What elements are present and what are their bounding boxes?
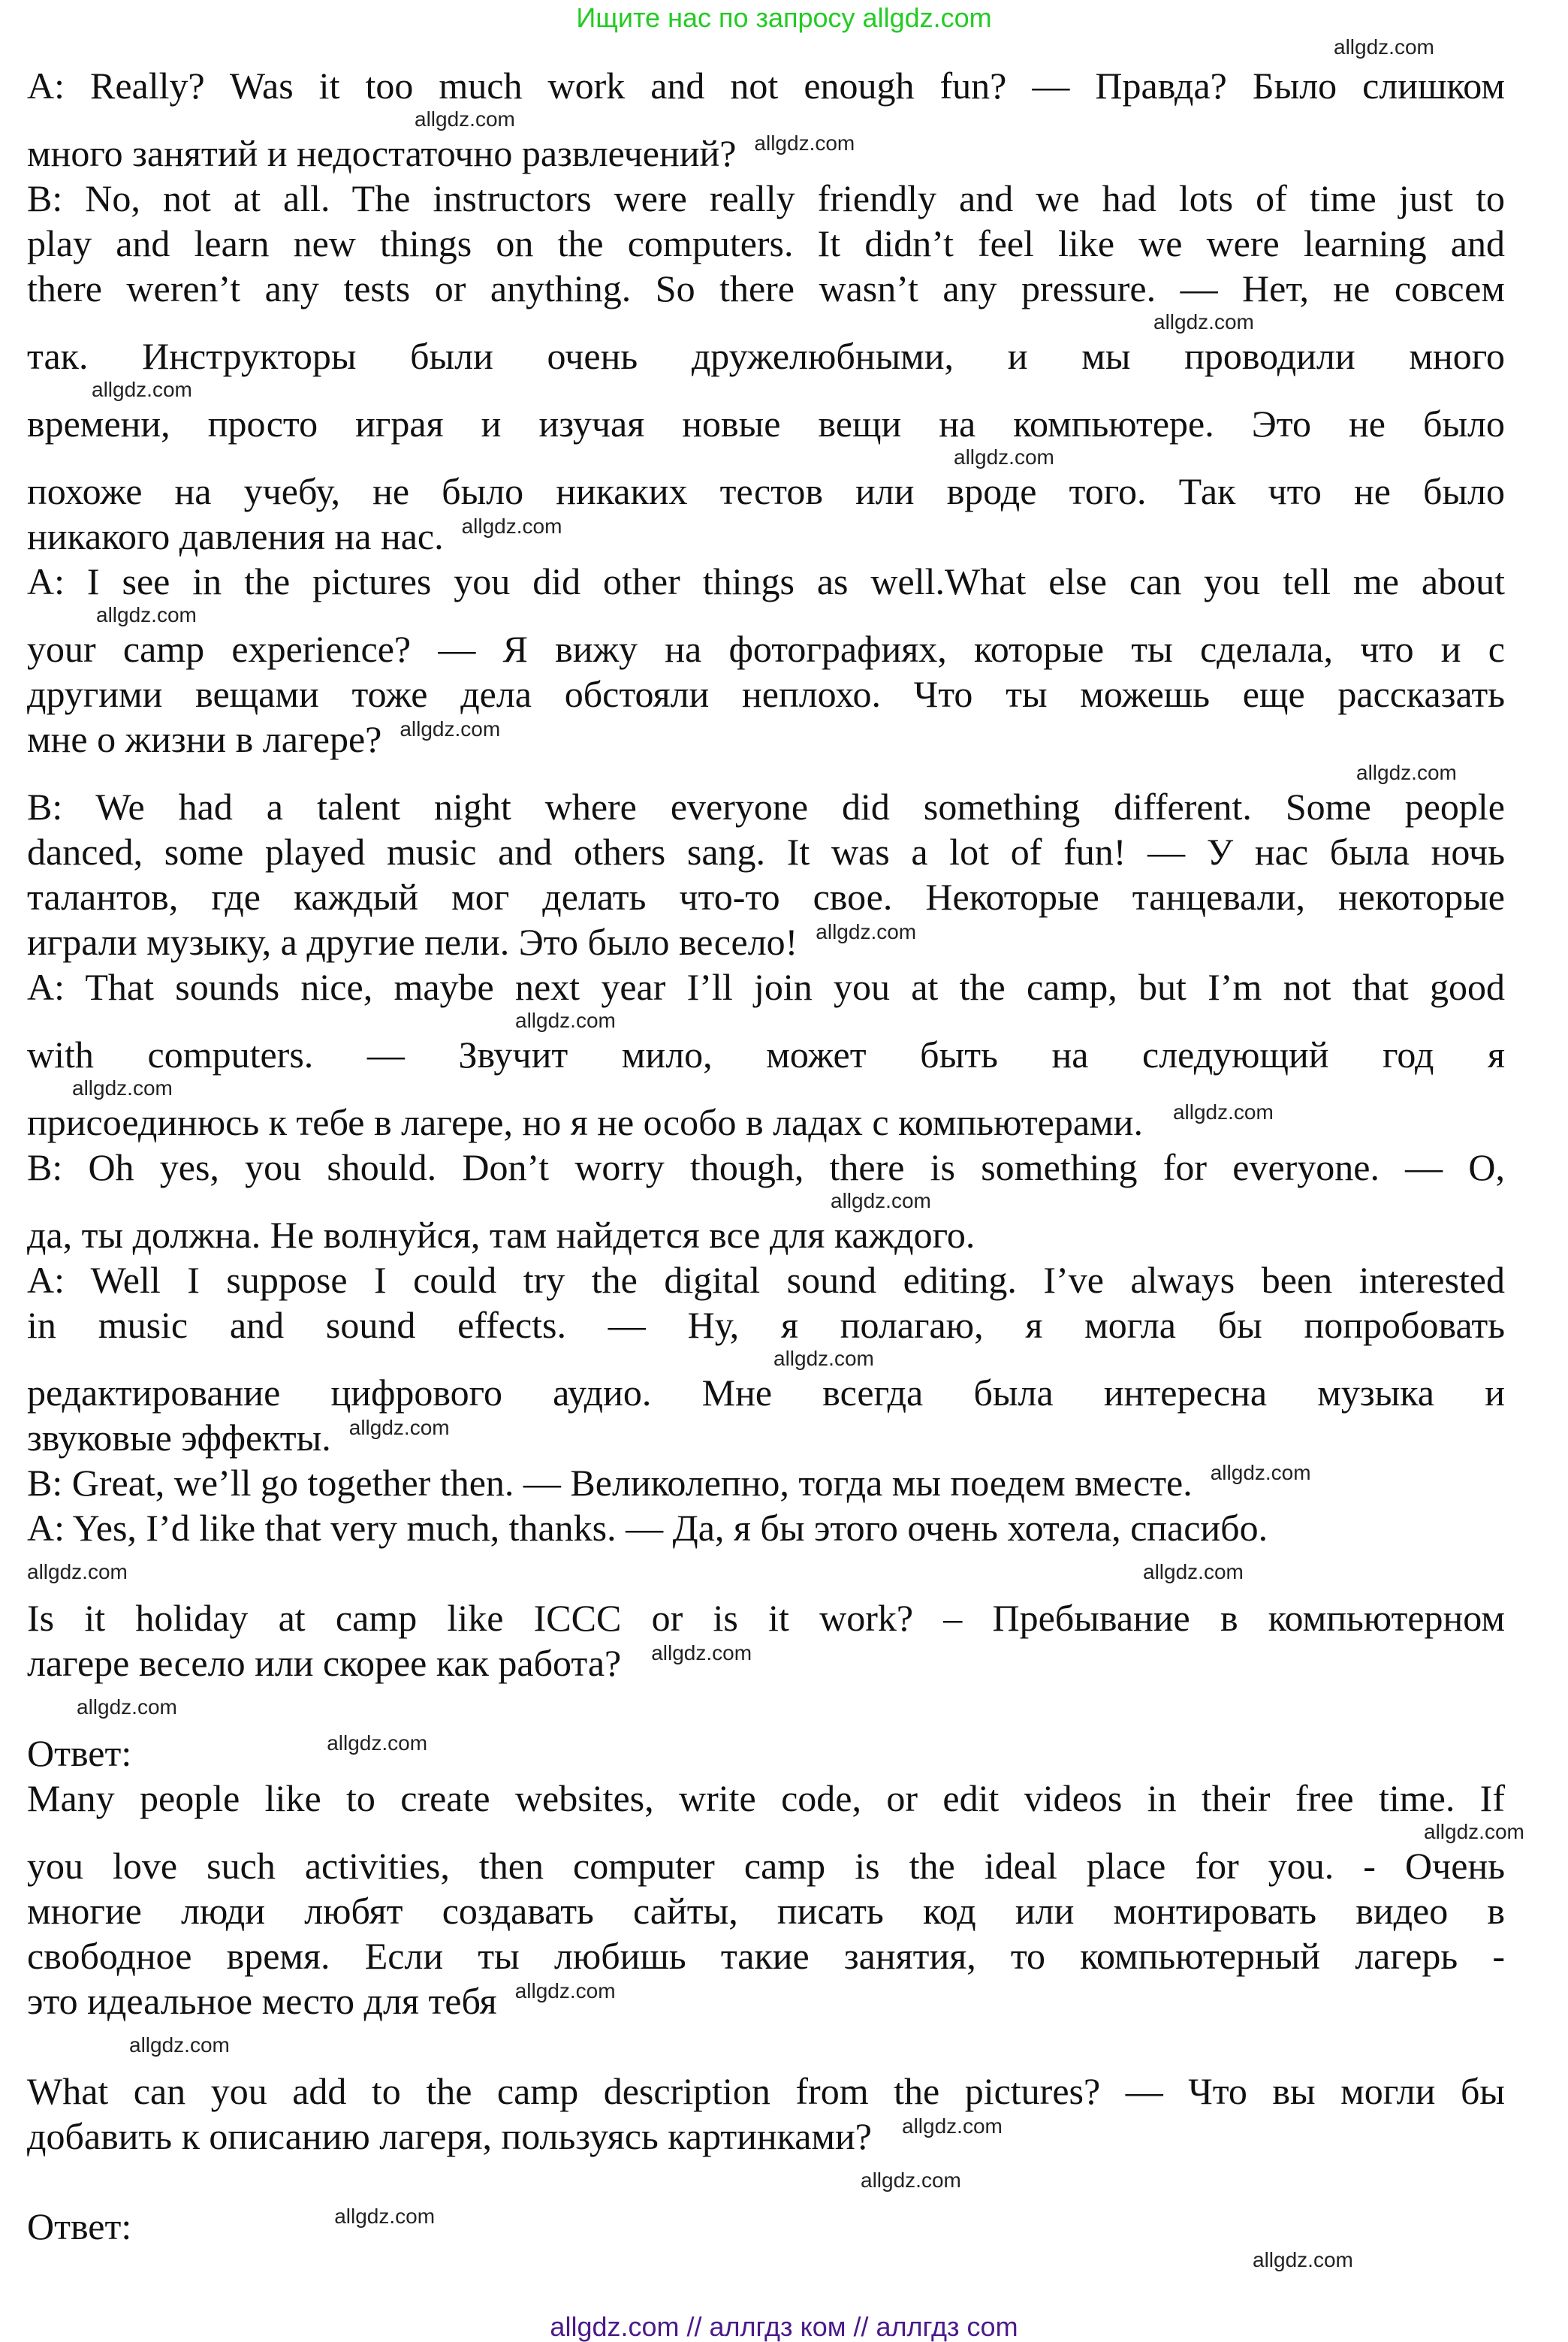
watermark: allgdz.com bbox=[1253, 2248, 1353, 2271]
line-text: добавить к описанию лагеря, пользуясь картинками? bbox=[27, 2115, 872, 2157]
watermark-row bbox=[27, 1190, 1505, 1212]
watermark: allgdz.com bbox=[400, 717, 501, 741]
text-line bbox=[27, 221, 1505, 266]
text-line bbox=[27, 2114, 1505, 2159]
line-text: Many people like to create websites, write code, or edit videos in their free time. If bbox=[27, 1777, 1505, 1819]
text-line bbox=[27, 964, 1505, 1010]
watermark: allgdz.com bbox=[77, 1695, 177, 1719]
paragraph bbox=[27, 1505, 1505, 1550]
paragraph bbox=[27, 2069, 1505, 2159]
line-text: талантов, где каждый мог делать что-то свое. Некоторые танцевали, некоторые bbox=[27, 876, 1505, 918]
watermark: allgdz.com bbox=[96, 603, 197, 626]
text-line bbox=[27, 717, 1505, 762]
text-line bbox=[27, 1843, 1505, 1888]
watermark: allgdz.com bbox=[72, 1076, 173, 1100]
line-text: B: Oh yes, you should. Don’t worry though, there is something for everyone. — О, bbox=[27, 1146, 1505, 1188]
watermark: allgdz.com bbox=[1424, 1820, 1524, 1843]
watermark: allgdz.com bbox=[1143, 1560, 1244, 1583]
line-text: звуковые эффекты. bbox=[27, 1417, 331, 1459]
text-line bbox=[27, 784, 1505, 829]
text-line bbox=[27, 1370, 1505, 1415]
paragraph bbox=[27, 1257, 1505, 1460]
watermark: allgdz.com bbox=[415, 107, 515, 131]
line-text: Ответ: bbox=[27, 1732, 132, 1774]
line-text: многие люди любят создавать сайты, писать код или монтировать видео в bbox=[27, 1890, 1505, 1932]
line-text: with computers. — Звучит мило, может быть на следующий год я bbox=[27, 1034, 1505, 1076]
text-line bbox=[27, 1460, 1505, 1505]
paragraph bbox=[27, 1460, 1505, 1505]
line-text: A: Well I suppose I could try the digital sound editing. I’ve always been interested bbox=[27, 1259, 1505, 1301]
text-line bbox=[27, 1978, 1505, 2024]
watermark-row bbox=[27, 108, 1505, 131]
text-line bbox=[27, 874, 1505, 919]
line-text: A: That sounds nice, maybe next year I’ll join you at the camp, but I’m not that good bbox=[27, 966, 1505, 1008]
text-line bbox=[27, 1302, 1505, 1348]
watermark: allgdz.com bbox=[861, 2168, 961, 2192]
line-text: присоединюсь к тебе в лагере, но я не особо в ладах с компьютерами. bbox=[27, 1101, 1143, 1143]
text-line bbox=[27, 1145, 1505, 1190]
line-text: редактирование цифрового аудио. Мне всегда была интересна музыка и bbox=[27, 1372, 1505, 1414]
blank-line bbox=[27, 1550, 1505, 1595]
text-line bbox=[27, 1032, 1505, 1077]
text-line bbox=[27, 1888, 1505, 1933]
line-text: мне о жизни в лагере? bbox=[27, 718, 382, 760]
watermark-row bbox=[27, 311, 1505, 333]
text-line bbox=[27, 2204, 1505, 2249]
text-line bbox=[27, 266, 1505, 311]
watermark-row bbox=[27, 1077, 1505, 1100]
watermark: allgdz.com bbox=[651, 1641, 752, 1664]
watermark: allgdz.com bbox=[1153, 310, 1254, 333]
text-line bbox=[27, 559, 1505, 604]
watermark: allgdz.com bbox=[92, 378, 192, 401]
watermark-row bbox=[27, 1820, 1524, 1843]
line-text: лагере весело или скорее как работа? bbox=[27, 1642, 622, 1684]
text-line bbox=[27, 626, 1505, 672]
watermark-row bbox=[27, 379, 1505, 401]
text-line bbox=[27, 1100, 1505, 1145]
text-line bbox=[27, 514, 1505, 559]
paragraph bbox=[27, 1145, 1505, 1257]
line-text: никакого давления на нас. bbox=[27, 515, 444, 557]
line-text: in music and sound effects. — Ну, я полагаю, я могла бы попробовать bbox=[27, 1304, 1505, 1346]
watermark: allgdz.com bbox=[27, 1560, 128, 1583]
line-text: A: I see in the pictures you did other things as well.What else can you tell me about bbox=[27, 560, 1505, 602]
watermark: allgdz.com bbox=[773, 1347, 874, 1370]
paragraph bbox=[27, 2204, 1505, 2271]
line-text: Ответ: bbox=[27, 2205, 132, 2247]
text-line bbox=[27, 63, 1505, 108]
line-text: свободное время. Если ты любишь такие занятия, то компьютерный лагерь - bbox=[27, 1935, 1505, 1977]
paragraph bbox=[27, 63, 1505, 176]
watermark-row bbox=[27, 2249, 1505, 2271]
watermark: allgdz.com bbox=[902, 2114, 1003, 2138]
line-text: A: Really? Was it too much work and not enough fun? — Правда? Было слишком bbox=[27, 65, 1505, 107]
watermark: allgdz.com bbox=[1356, 761, 1457, 784]
search-banner[interactable]: Ищите нас по запросу allgdz.com bbox=[576, 2, 992, 33]
footer-links[interactable]: allgdz.com // аллгдз ком // аллгдз com bbox=[550, 2311, 1018, 2342]
watermark: allgdz.com bbox=[754, 131, 855, 155]
line-text: другими вещами тоже дела обстояли неплохо. Что ты можешь еще рассказать bbox=[27, 673, 1505, 715]
text-line bbox=[27, 131, 1505, 176]
blank-line bbox=[27, 2159, 1505, 2204]
line-text: you love such activities, then computer camp is the ideal place for you. - Очень bbox=[27, 1845, 1505, 1887]
watermark-row bbox=[27, 446, 1505, 469]
watermark: allgdz.com bbox=[831, 1189, 931, 1212]
text-line bbox=[27, 469, 1505, 514]
line-text: времени, просто играя и изучая новые вещи на компьютере. Это не было bbox=[27, 403, 1505, 445]
line-text: много занятий и недостаточно развлечений? bbox=[27, 132, 737, 174]
watermark: allgdz.com bbox=[327, 1731, 428, 1755]
watermark: allgdz.com bbox=[334, 2205, 436, 2228]
line-text: играли музыку, а другие пели. Это было весело! bbox=[27, 921, 798, 963]
line-text: похоже на учебу, не было никаких тестов или вроде того. Так что не было bbox=[27, 470, 1505, 512]
line-text: A: Yes, I’d like that very much, thanks. — Да, я бы этого очень хотела, спасибо. bbox=[27, 1507, 1268, 1549]
watermark: allgdz.com bbox=[1210, 1461, 1311, 1484]
line-text: B: We had a talent night where everyone did something different. Some people bbox=[27, 786, 1505, 828]
line-text: так. Инструкторы были очень дружелюбными, и мы проводили много bbox=[27, 335, 1505, 377]
line-text: there weren’t any tests or anything. So there wasn’t any pressure. — Нет, не совсем bbox=[27, 267, 1505, 309]
watermark-row bbox=[27, 1010, 1505, 1032]
watermark: allgdz.com bbox=[515, 1009, 616, 1032]
blank-line bbox=[27, 1686, 1505, 1731]
line-text: B: No, not at all. The instructors were really friendly and we had lots of time just to bbox=[27, 177, 1505, 219]
text-line bbox=[27, 672, 1505, 717]
blank-line bbox=[27, 2024, 1505, 2069]
text-line bbox=[27, 333, 1505, 379]
watermark: allgdz.com bbox=[1334, 35, 1434, 59]
paragraph bbox=[27, 1776, 1524, 2024]
line-text: это идеальное место для тебя bbox=[27, 1980, 497, 2022]
paragraph bbox=[27, 176, 1505, 559]
watermark: allgdz.com bbox=[514, 1979, 616, 2002]
paragraph bbox=[27, 1731, 1505, 1776]
text-line bbox=[27, 1933, 1505, 1978]
watermark: allgdz.com bbox=[461, 515, 562, 538]
text-line bbox=[27, 176, 1505, 221]
paragraph bbox=[27, 1595, 1505, 1686]
line-text: your camp experience? — Я вижу на фотографиях, которые ты сделала, что и с bbox=[27, 628, 1505, 670]
paragraph bbox=[27, 559, 1505, 784]
line-text: B: Great, we’ll go together then. — Великолепно, тогда мы поедем вместе. bbox=[27, 1462, 1193, 1504]
text-line bbox=[27, 2069, 1505, 2114]
text-line bbox=[27, 1257, 1505, 1302]
text-line bbox=[27, 1640, 1505, 1686]
text-line bbox=[27, 919, 1505, 964]
line-text: Is it holiday at camp like ICCC or is it work? – Пребывание в компьютерном bbox=[27, 1597, 1505, 1639]
text-line bbox=[27, 829, 1505, 874]
paragraph bbox=[27, 784, 1505, 964]
watermark-row bbox=[27, 1348, 1505, 1370]
watermark: allgdz.com bbox=[129, 2033, 230, 2057]
line-text: danced, some played music and others sang. It was a lot of fun! — У нас была ночь bbox=[27, 831, 1505, 873]
text-line bbox=[27, 1776, 1505, 1821]
text-line bbox=[27, 1595, 1505, 1640]
text-line bbox=[27, 1505, 1505, 1550]
text-line bbox=[27, 1415, 1505, 1460]
paragraph bbox=[27, 964, 1505, 1145]
document-body bbox=[27, 63, 1524, 2271]
watermark-row bbox=[27, 762, 1505, 784]
text-line bbox=[27, 1731, 1505, 1776]
watermark: allgdz.com bbox=[954, 445, 1054, 469]
text-line bbox=[27, 401, 1505, 446]
watermark: allgdz.com bbox=[1172, 1100, 1274, 1124]
line-text: да, ты должна. Не волнуйся, там найдется все для каждого. bbox=[27, 1214, 975, 1256]
watermark: allgdz.com bbox=[348, 1416, 450, 1439]
watermark-row bbox=[27, 604, 1505, 626]
line-text: What can you add to the camp description from the pictures? — Что вы могли бы bbox=[27, 2070, 1505, 2112]
watermark: allgdz.com bbox=[816, 920, 917, 943]
line-text: play and learn new things on the computers. It didn’t feel like we were learning and bbox=[27, 222, 1505, 264]
text-line bbox=[27, 1212, 1505, 1257]
